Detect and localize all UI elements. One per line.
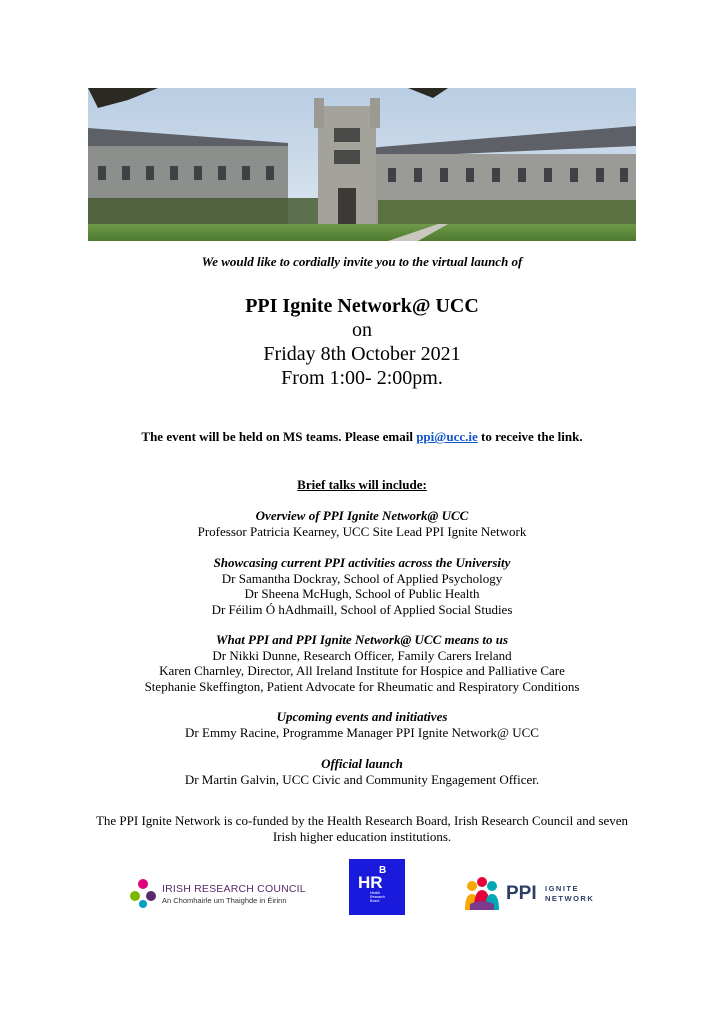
section-title: Official launch [321, 756, 403, 771]
irish-research-council-logo [126, 876, 306, 912]
ppi-network-word: NETWORK [545, 894, 595, 903]
ppi-ignite-word: IGNITE [545, 884, 580, 893]
hrb-small-text [370, 891, 385, 903]
ppi-ignite-network-logo [462, 872, 602, 916]
talk-section-official-launch [0, 756, 724, 787]
speaker-line: Stephanie Skeffington, Patient Advocate for Rheumatic and Respiratory Conditions [144, 678, 580, 694]
teams-suffix: to receive the link. [477, 429, 583, 444]
irc-irish-name: An Chomhairle um Thaighde in Éirinn [162, 896, 287, 905]
talk-section-means-to-us [0, 632, 724, 694]
speaker-line: Dr Nikki Dunne, Research Officer, Family Carers Ireland [212, 647, 512, 663]
teams-prefix: The event will be held on MS teams. Please email [141, 429, 417, 444]
talk-section-overview [0, 508, 724, 539]
ppi-word: PPI [506, 883, 537, 904]
hrb-small-line: Board [370, 899, 380, 903]
irc-emblem-icon [126, 876, 160, 910]
email-link[interactable]: ppi@ucc.ie [416, 429, 478, 444]
section-title: Overview of PPI Ignite Network@ UCC [255, 508, 469, 523]
funding-line: Irish higher education institutions. [272, 829, 452, 844]
event-title: PPI Ignite Network@ UCC [245, 295, 479, 317]
irc-name: IRISH RESEARCH COUNCIL [162, 883, 306, 895]
hero-photo-ucc-quad [88, 88, 636, 241]
invite-line: We would like to cordially invite you to the virtual launch of [201, 254, 523, 269]
event-date: Friday 8th October 2021 [263, 343, 461, 365]
talks-heading: Brief talks will include: [297, 477, 427, 492]
section-title: Showcasing current PPI activities across the University [213, 555, 511, 570]
speaker-line: Dr Féilim Ó hAdhmaill, School of Applied Social Studies [211, 601, 513, 617]
speaker-line: Karen Charnley, Director, All Ireland Institute for Hospice and Palliative Care [159, 663, 565, 678]
speaker-line: Dr Emmy Racine, Programme Manager PPI Ignite Network@ UCC [185, 724, 539, 740]
hrb-sup-letter: B [379, 865, 387, 876]
hrb-logo [349, 859, 405, 915]
teams-info [0, 429, 724, 445]
section-title: Upcoming events and initiatives [276, 709, 448, 724]
hrb-letters: HR [358, 873, 383, 892]
hrb-small-line: Research [370, 895, 385, 899]
talk-section-showcasing [0, 555, 724, 617]
section-title: What PPI and PPI Ignite Network@ UCC means to us [215, 632, 509, 647]
funding-statement [0, 813, 724, 845]
speaker-line: Dr Samantha Dockray, School of Applied Psychology [221, 570, 503, 586]
hrb-small-line: Health [370, 891, 381, 895]
speaker-line: Dr Sheena McHugh, School of Public Health [244, 586, 480, 601]
ppi-people-icon [462, 874, 502, 914]
speaker-line: Dr Martin Galvin, UCC Civic and Community Engagement Officer. [184, 771, 540, 787]
funding-line: The PPI Ignite Network is co-funded by the Health Research Board, Irish Research Council and seven [95, 813, 629, 828]
speaker-line: Professor Patricia Kearney, UCC Site Lead PPI Ignite Network [197, 523, 527, 539]
event-title-block [0, 294, 724, 390]
talk-section-upcoming [0, 709, 724, 740]
event-time: From 1:00- 2:00pm. [281, 367, 443, 389]
event-on: on [352, 319, 372, 341]
